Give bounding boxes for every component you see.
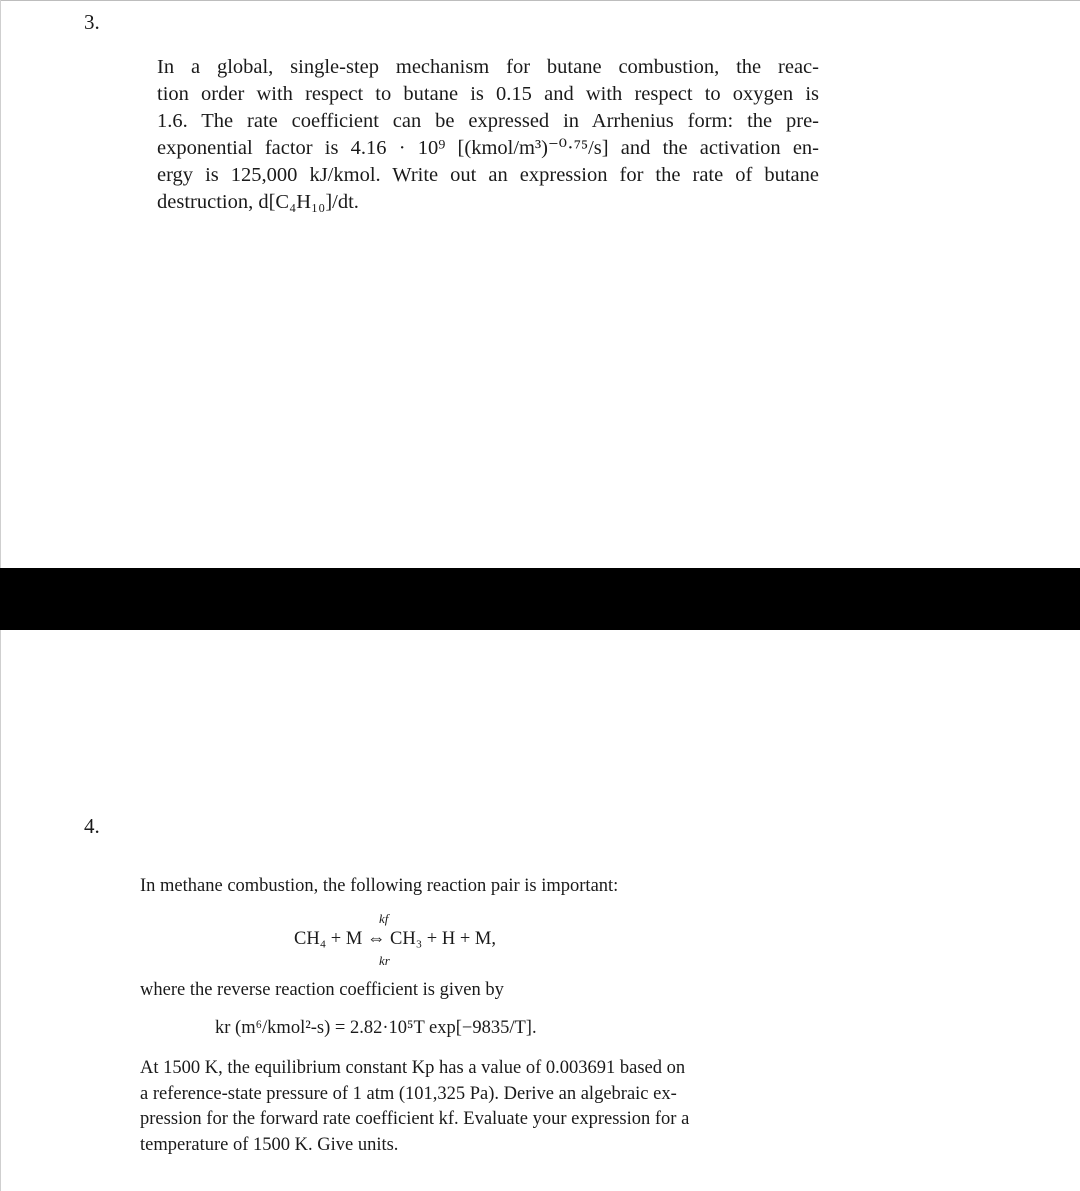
reaction-equation: CH₄ + M ⇔ CH₃ + H + M, [294,929,496,949]
problem-4-line-3: pression for the forward rate coefficient kf. Evaluate your expression for a [140,1109,690,1129]
reverse-rate-equation: kr (m⁶/kmol²-s) = 2.82·10⁵T exp[−9835/T]. [215,1018,537,1038]
forward-rate-label: kf [379,911,389,926]
problem-3-line-2: tion order with respect to butane is 0.15 and with respect to oxygen is [157,83,819,105]
problem-4-where-text: where the reverse reaction coefficient is given by [140,980,504,1000]
problem-3-text [157,54,819,216]
problem-3-number: 3. [84,10,100,34]
problem-3-line-3: 1.6. The rate coefficient can be expressed in Arrhenius form: the pre- [157,110,819,132]
problem-4-intro: In methane combustion, the following reaction pair is important: [140,876,619,896]
top-divider [0,0,1080,1]
left-page-edge-lower [0,630,1,1191]
problem-4-number: 4. [84,814,100,838]
problem-4-body [140,1056,758,1158]
problem-3-line-6: destruction, d[C₄H₁₀]/dt. [157,191,359,213]
black-separator-band [0,568,1080,630]
problem-3-line-1: In a global, single-step mechanism for butane combustion, the reac- [157,56,819,78]
problem-4-line-2: a reference-state pressure of 1 atm (101,325 Pa). Derive an algebraic ex- [140,1083,677,1104]
problem-4-line-1: At 1500 K, the equilibrium constant Kp has a value of 0.003691 based on [140,1058,686,1078]
problem-3-line-5: ergy is 125,000 kJ/kmol. Write out an expression for the rate of butane [157,164,819,186]
reverse-rate-label: kr [379,953,390,968]
problem-3-line-4: exponential factor is 4.16 · 10⁹ [(kmol/m³)⁻⁰·⁷⁵/s] and the activation en- [157,137,819,159]
problem-4-line-4: temperature of 1500 K. Give units. [140,1134,399,1155]
left-page-edge-upper [0,0,1,568]
